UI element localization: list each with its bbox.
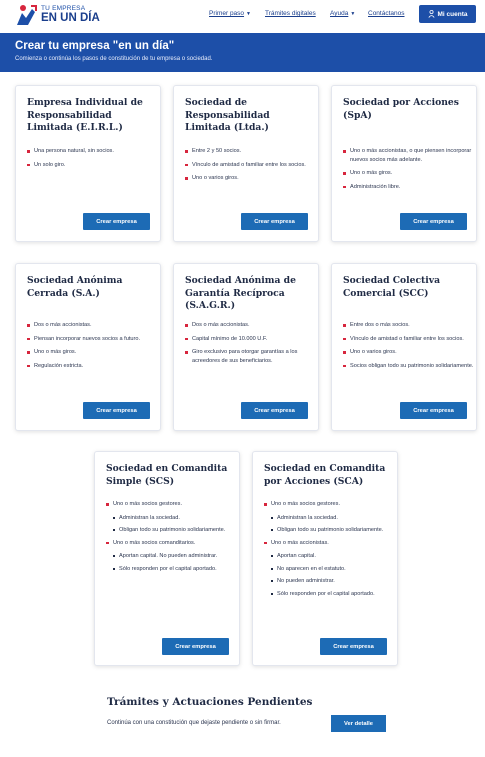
list-subitem: No pueden administrar. xyxy=(264,577,402,586)
nav-primer-paso[interactable] xyxy=(209,10,251,17)
chevron-down-icon: ▼ xyxy=(246,11,251,17)
card-feature-list xyxy=(343,147,481,196)
nav-ayuda-label: Ayuda xyxy=(330,10,349,17)
page-title: Crear tu empresa "en un día" xyxy=(15,40,175,52)
list-subitem: Sólo responden por el capital aportado. xyxy=(106,565,244,574)
list-item: Uno o más socios gestores. xyxy=(264,500,402,509)
page-banner xyxy=(0,33,485,72)
company-type-card-ltda xyxy=(173,85,319,242)
card-title: Sociedad Anónima Cerrada (S.A.) xyxy=(27,275,123,299)
create-company-button[interactable]: Crear empresa xyxy=(162,638,229,655)
list-item: Uno o más socios comanditarios. xyxy=(106,539,244,548)
my-account-label: Mi cuenta xyxy=(437,10,468,18)
card-feature-list xyxy=(106,500,244,577)
card-feature-list xyxy=(27,147,165,174)
list-subitem: Aportan capital. xyxy=(264,552,402,561)
create-company-button[interactable]: Crear empresa xyxy=(400,402,467,419)
site-logo[interactable] xyxy=(14,3,100,27)
list-subitem: Sólo responden por el capital aportado. xyxy=(264,590,402,599)
card-title: Sociedad en Comandita Simple (SCS) xyxy=(106,463,228,487)
company-type-card-sagr xyxy=(173,263,319,431)
card-title: Sociedad Anónima de Garantía Recíproca (S.A.G.R.) xyxy=(185,275,296,311)
list-item: Capital mínimo de 10.000 U.F. xyxy=(185,335,323,344)
list-item: Dos o más accionistas. xyxy=(27,321,165,330)
list-item: Vínculo de amistad o familiar entre los socios. xyxy=(185,161,323,170)
logo-line-1: TU EMPRESA xyxy=(41,5,86,12)
list-subitem: Administran la sociedad. xyxy=(106,514,244,523)
create-company-button[interactable]: Crear empresa xyxy=(83,213,150,230)
nav-contactanos-label: Contáctanos xyxy=(368,10,405,17)
nav-tramites-label: Trámites digitales xyxy=(265,10,316,17)
card-title: Sociedad en Comandita por Acciones (SCA) xyxy=(264,463,386,487)
list-item: Entre dos o más socios. xyxy=(343,321,481,330)
company-type-card-eirl xyxy=(15,85,161,242)
create-company-button[interactable]: Crear empresa xyxy=(241,402,308,419)
card-feature-list xyxy=(185,147,323,188)
card-feature-list xyxy=(264,500,402,602)
list-item: Piensan incorporar nuevos socios a futuro. xyxy=(27,335,165,344)
list-item: Socios obligan todo su patrimonio solidariamente. xyxy=(343,362,481,371)
list-item: Uno o más giros. xyxy=(343,169,481,178)
create-company-button[interactable]: Crear empresa xyxy=(320,638,387,655)
card-title: Sociedad Colectiva Comercial (SCC) xyxy=(343,275,441,299)
nav-ayuda[interactable] xyxy=(330,10,355,17)
list-item: Un solo giro. xyxy=(27,161,165,170)
company-type-card-sa xyxy=(15,263,161,431)
nav-tramites-digitales[interactable] xyxy=(265,10,316,17)
user-icon xyxy=(428,10,435,18)
list-item: Giro exclusivo para otorgar garantías a los acreedores de sus beneficiarios. xyxy=(185,348,323,365)
page-subtitle: Comienza o continúa los pasos de constitución de tu empresa o sociedad. xyxy=(15,56,213,62)
list-item: Vínculo de amistad o familiar entre los socios. xyxy=(343,335,481,344)
card-feature-list xyxy=(343,321,481,375)
list-item: Uno o más accionistas, o que piensen incorporar nuevos socios más adelante. xyxy=(343,147,481,164)
chevron-down-icon: ▼ xyxy=(350,11,356,17)
logo-icon xyxy=(14,3,38,27)
create-company-button[interactable]: Crear empresa xyxy=(241,213,308,230)
create-company-button[interactable]: Crear empresa xyxy=(83,402,150,419)
company-type-card-scc xyxy=(331,263,477,431)
list-item: Dos o más accionistas. xyxy=(185,321,323,330)
list-item: Una persona natural, sin socios. xyxy=(27,147,165,156)
list-item: Uno o más giros. xyxy=(27,348,165,357)
nav-contactanos[interactable] xyxy=(368,10,405,17)
pending-section-title: Trámites y Actuaciones Pendientes xyxy=(107,696,313,708)
nav-primer-paso-label: Primer paso xyxy=(209,10,245,17)
list-item: Uno o varios giros. xyxy=(185,174,323,183)
my-account-button[interactable] xyxy=(419,5,476,23)
pending-section-text: Continúa con una constitución que dejaste pendiente o sin firmar. xyxy=(107,720,281,726)
list-item: Entre 2 y 50 socios. xyxy=(185,147,323,156)
company-type-card-scs xyxy=(94,451,240,666)
company-type-card-sca xyxy=(252,451,398,666)
card-title: Empresa Individual de Responsabilidad Limitada (E.I.R.L.) xyxy=(27,97,143,133)
view-detail-button[interactable]: Ver detalle xyxy=(331,715,386,732)
list-subitem: Obligan todo su patrimonio solidariamente. xyxy=(264,526,402,535)
list-item: Uno o más socios gestores. xyxy=(106,500,244,509)
list-item: Uno o más accionistas. xyxy=(264,539,402,548)
list-subitem: Administran la sociedad. xyxy=(264,514,402,523)
list-item: Uno o varios giros. xyxy=(343,348,481,357)
card-feature-list xyxy=(27,321,165,375)
card-title: Sociedad de Responsabilidad Limitada (Ltda.) xyxy=(185,97,270,133)
company-type-card-spa xyxy=(331,85,477,242)
card-feature-list xyxy=(185,321,323,370)
top-navigation-bar xyxy=(0,0,485,30)
list-subitem: No aparecen en el estatuto. xyxy=(264,565,402,574)
list-subitem: Obligan todo su patrimonio solidariamente. xyxy=(106,526,244,535)
create-company-button[interactable]: Crear empresa xyxy=(400,213,467,230)
list-subitem: Aportan capital. No pueden administrar. xyxy=(106,552,244,561)
list-item: Regulación estricta. xyxy=(27,362,165,371)
list-item: Administración libre. xyxy=(343,183,481,192)
logo-line-2: EN UN DÍA xyxy=(41,12,100,24)
card-title: Sociedad por Acciones (SpA) xyxy=(343,97,459,121)
